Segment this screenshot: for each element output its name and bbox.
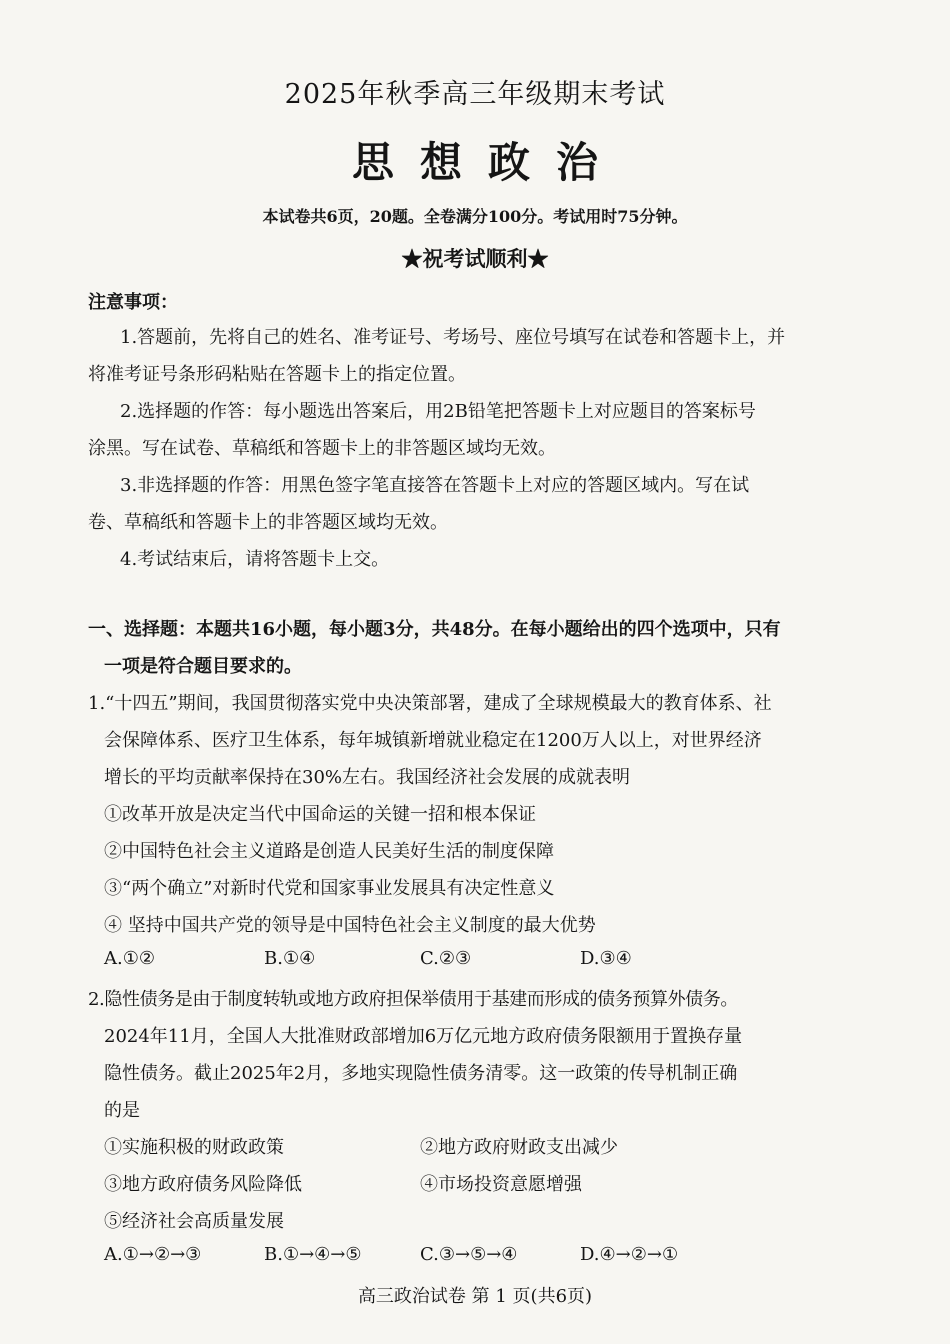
q1-choice-c: C.②③ — [420, 948, 472, 969]
q1-statement-2: ②中国特色社会主义道路是创造人民美好生活的制度保障 — [104, 841, 554, 862]
q2-statement-4: ④市场投资意愿增强 — [420, 1174, 582, 1195]
q2-statement-3: ③地方政府债务风险降低 — [104, 1174, 302, 1195]
q1-stem-line-3: 增长的平均贡献率保持在30%左右。我国经济社会发展的成就表明 — [104, 767, 631, 788]
q2-stem-line-4: 的是 — [104, 1100, 140, 1121]
notice-item-2-line-2: 涂黑。写在试卷、草稿纸和答题卡上的非答题区域均无效。 — [88, 438, 556, 459]
q2-statement-2: ②地方政府财政支出减少 — [420, 1137, 618, 1158]
notice-item-1-line-1: 1.答题前，先将自己的姓名、准考证号、考场号、座位号填写在试卷和答题卡上，并 — [120, 327, 786, 348]
section-1-heading-line-2: 一项是符合题目要求的。 — [104, 656, 302, 677]
q1-choice-b: B.①④ — [264, 948, 316, 969]
q2-choice-b: B.①→④→⑤ — [264, 1244, 362, 1265]
q2-choice-c: C.③→⑤→④ — [420, 1244, 518, 1265]
q1-stem-line-2: 会保障体系、医疗卫生体系，每年城镇新增就业稳定在1200万人以上，对世界经济 — [104, 730, 762, 751]
q2-stem-line-1: 2.隐性债务是由于制度转轨或地方政府担保举债用于基建而形成的债务预算外债务。 — [88, 989, 738, 1010]
notice-item-4: 4.考试结束后，请将答题卡上交。 — [120, 549, 390, 570]
q1-statement-3: ③“两个确立”对新时代党和国家事业发展具有决定性意义 — [104, 878, 555, 899]
good-luck-banner: ★祝考试顺利★ — [401, 246, 549, 271]
page-footer: 高三政治试卷 第 1 页(共6页) — [357, 1286, 593, 1307]
q2-statement-5: ⑤经济社会高质量发展 — [104, 1211, 284, 1232]
q1-choice-d: D.③④ — [580, 948, 632, 969]
exam-info: 本试卷共6页，20题。全卷满分100分。考试用时75分钟。 — [262, 207, 688, 226]
q1-stem-line-1: 1.“十四五”期间，我国贯彻落实党中央决策部署，建成了全球规模最大的教育体系、社 — [88, 693, 772, 714]
notice-item-3-line-1: 3.非选择题的作答：用黑色签字笔直接答在答题卡上对应的答题区域内。写在试 — [120, 475, 750, 496]
q2-choice-d: D.④→②→① — [580, 1244, 679, 1265]
notice-item-3-line-2: 卷、草稿纸和答题卡上的非答题区域均无效。 — [88, 512, 448, 533]
q2-statement-1: ①实施积极的财政政策 — [104, 1137, 284, 1158]
notice-item-2-line-1: 2.选择题的作答：每小题选出答案后，用2B铅笔把答题卡上对应题目的答案标号 — [120, 401, 756, 422]
notice-item-1-line-2: 将准考证号条形码粘贴在答题卡上的指定位置。 — [88, 364, 466, 385]
q1-statement-4: ④ 坚持中国共产党的领导是中国特色社会主义制度的最大优势 — [104, 915, 596, 936]
exam-title: 2025年秋季高三年级期末考试 — [284, 79, 666, 110]
q2-choice-a: A.①→②→③ — [104, 1244, 202, 1265]
q2-stem-line-2: 2024年11月，全国人大批准财政部增加6万亿元地方政府债务限额用于置换存量 — [104, 1026, 743, 1047]
subject-title: 思想政治 — [351, 138, 624, 187]
q2-stem-line-3: 隐性债务。截止2025年2月，多地实现隐性债务清零。这一政策的传导机制正确 — [104, 1063, 738, 1084]
q1-statement-1: ①改革开放是决定当代中国命运的关键一招和根本保证 — [104, 804, 536, 825]
section-1-heading-line-1: 一、选择题：本题共16小题，每小题3分，共48分。在每小题给出的四个选项中，只有 — [88, 619, 781, 640]
q1-choice-a: A.①② — [104, 948, 155, 969]
notice-title: 注意事项： — [88, 292, 178, 313]
